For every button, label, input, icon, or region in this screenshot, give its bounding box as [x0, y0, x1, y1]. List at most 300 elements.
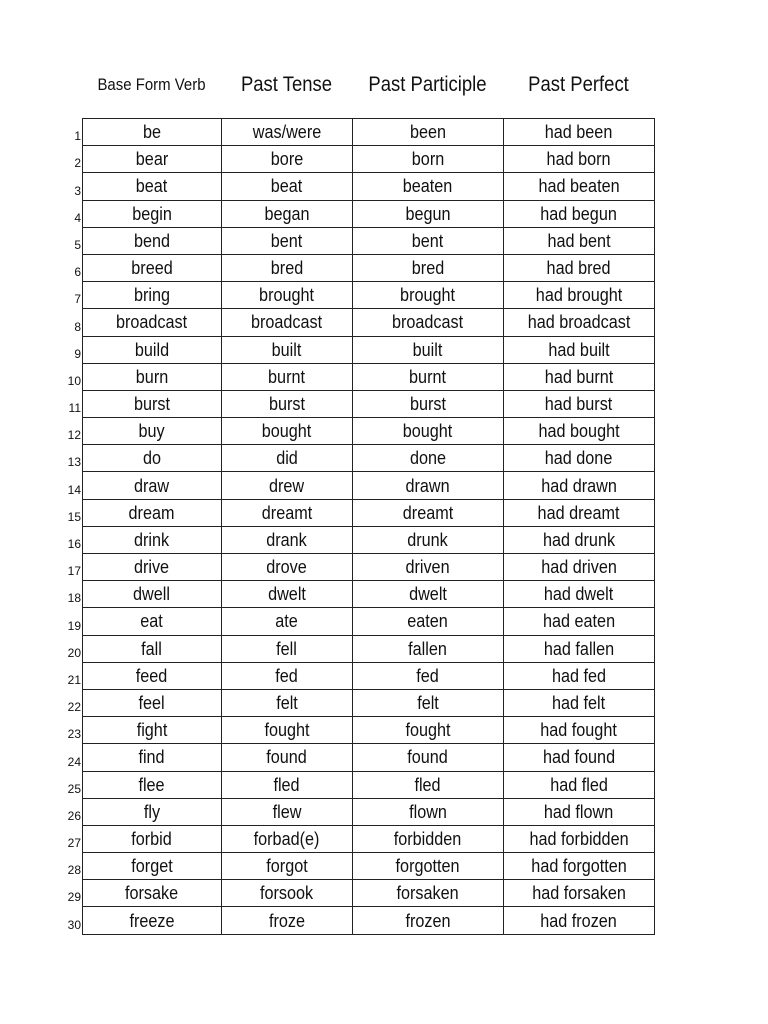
cell-base-form-text: forsake	[125, 883, 179, 904]
table-row	[83, 254, 655, 281]
cell-past-tense	[222, 173, 353, 200]
cell-base-form	[83, 472, 222, 499]
row-number: 10	[67, 373, 81, 388]
cell-past-participle-text: been	[409, 122, 447, 143]
cell-base-form	[83, 798, 222, 825]
cell-past-perfect-text: had forbidden	[529, 828, 629, 849]
row-number: 4	[74, 210, 81, 225]
cell-past-tense	[222, 554, 353, 581]
cell-past-tense	[222, 390, 353, 417]
cell-past-perfect-text: had found	[542, 747, 616, 768]
cell-base-form	[83, 200, 222, 227]
cell-past-perfect-text: had forgotten	[531, 856, 627, 877]
cell-past-perfect	[504, 689, 655, 716]
row-number: 12	[67, 428, 81, 443]
cell-base-form	[83, 880, 222, 907]
table-row	[83, 119, 655, 146]
row-number: 27	[67, 836, 81, 851]
cell-past-tense-text: ate	[275, 611, 299, 632]
cell-base-form	[83, 363, 222, 390]
cell-past-tense-text: was/were	[252, 122, 322, 143]
cell-past-tense	[222, 282, 353, 309]
cell-past-participle-text: forsaken	[396, 883, 460, 904]
cell-past-tense-text: bore	[270, 149, 304, 170]
cell-past-participle-text: born	[411, 149, 445, 170]
cell-base-form-text: find	[138, 747, 166, 768]
cell-base-form-text: eat	[140, 611, 164, 632]
cell-past-perfect-text: had begun	[540, 203, 618, 224]
table-row	[83, 771, 655, 798]
cell-past-participle	[353, 200, 504, 227]
cell-base-form-text: begin	[132, 203, 172, 224]
cell-past-tense	[222, 445, 353, 472]
cell-past-perfect	[504, 717, 655, 744]
cell-past-perfect	[504, 390, 655, 417]
row-number: 5	[74, 237, 81, 252]
cell-past-tense	[222, 581, 353, 608]
cell-past-tense-text: broadcast	[251, 312, 323, 333]
cell-past-perfect	[504, 200, 655, 227]
cell-past-tense	[222, 608, 353, 635]
row-number: 20	[67, 645, 81, 660]
cell-base-form-text: drive	[134, 557, 170, 578]
cell-past-perfect	[504, 173, 655, 200]
cell-past-perfect-text: had drawn	[541, 475, 617, 496]
cell-past-tense-text: bent	[271, 230, 303, 251]
row-number: 11	[68, 401, 81, 416]
header-past-participle: Past Participle	[368, 73, 487, 96]
cell-base-form	[83, 635, 222, 662]
table-row	[83, 717, 655, 744]
row-number: 17	[67, 564, 81, 579]
row-number: 16	[67, 537, 81, 551]
cell-past-participle-text: forgotten	[396, 856, 460, 877]
table-row	[83, 336, 655, 363]
cell-past-perfect	[504, 282, 655, 309]
row-number: 15	[67, 509, 81, 524]
cell-past-perfect-text: had brought	[535, 285, 623, 306]
cell-past-tense-text: forbad(e)	[254, 828, 320, 849]
cell-past-tense-text: built	[272, 339, 302, 360]
row-number: 7	[74, 292, 81, 307]
cell-past-participle-text: dreamt	[402, 502, 454, 523]
table-row	[83, 363, 655, 390]
header-past-tense: Past Tense	[240, 73, 333, 96]
cell-past-participle-text: found	[407, 747, 449, 768]
cell-past-perfect-text: had eaten	[542, 611, 616, 632]
cell-past-perfect-text: had fed	[551, 665, 607, 686]
cell-past-perfect	[504, 880, 655, 907]
row-number: 21	[67, 672, 81, 687]
cell-base-form-text: burst	[133, 393, 171, 414]
cell-base-form-text: feel	[138, 693, 166, 714]
cell-past-participle	[353, 363, 504, 390]
table-row	[83, 907, 655, 934]
row-number: 28	[67, 863, 81, 878]
cell-base-form-text: drink	[134, 529, 170, 550]
cell-past-participle-text: fallen	[408, 638, 448, 659]
cell-past-participle	[353, 119, 504, 146]
cell-base-form-text: draw	[134, 475, 170, 496]
verb-table-body	[83, 119, 655, 935]
cell-past-participle-text: driven	[405, 557, 451, 578]
cell-past-tense-text: burnt	[268, 366, 306, 387]
table-row	[83, 825, 655, 852]
cell-past-perfect-text: had beaten	[538, 176, 620, 197]
cell-past-perfect	[504, 662, 655, 689]
cell-base-form-text: bend	[133, 230, 171, 251]
table-row	[83, 689, 655, 716]
cell-past-tense	[222, 363, 353, 390]
cell-past-perfect-text: had done	[545, 448, 613, 469]
table-row	[83, 554, 655, 581]
cell-base-form	[83, 254, 222, 281]
cell-past-tense-text: felt	[276, 693, 298, 714]
cell-past-tense-text: forgot	[266, 856, 308, 877]
cell-base-form	[83, 581, 222, 608]
cell-past-perfect	[504, 499, 655, 526]
cell-base-form-text: bear	[135, 149, 169, 170]
cell-past-participle	[353, 798, 504, 825]
row-number: 3	[74, 183, 81, 198]
row-number: 6	[74, 265, 81, 280]
cell-base-form-text: be	[142, 122, 162, 143]
row-number: 22	[67, 700, 81, 715]
cell-past-perfect	[504, 227, 655, 254]
cell-past-tense	[222, 119, 353, 146]
cell-base-form-text: fall	[141, 638, 163, 659]
cell-past-participle	[353, 581, 504, 608]
table-row	[83, 608, 655, 635]
cell-base-form-text: forbid	[131, 828, 173, 849]
table-row	[83, 798, 655, 825]
cell-past-participle-text: done	[409, 448, 447, 469]
cell-base-form-text: flee	[138, 774, 166, 795]
cell-past-participle	[353, 880, 504, 907]
cell-past-participle	[353, 254, 504, 281]
cell-past-participle-text: forbidden	[394, 828, 462, 849]
cell-past-tense	[222, 227, 353, 254]
cell-past-participle-text: bred	[411, 258, 445, 279]
cell-past-participle-text: brought	[400, 285, 456, 306]
cell-past-participle-text: bought	[403, 421, 453, 442]
cell-past-participle-text: beaten	[403, 176, 453, 197]
cell-base-form	[83, 173, 222, 200]
table-row	[83, 526, 655, 553]
cell-base-form-text: buy	[138, 421, 166, 442]
cell-past-perfect	[504, 336, 655, 363]
cell-base-form-text: do	[142, 448, 162, 469]
cell-past-tense-text: found	[266, 747, 308, 768]
cell-past-participle	[353, 608, 504, 635]
cell-base-form-text: build	[134, 339, 170, 360]
cell-past-perfect	[504, 798, 655, 825]
cell-past-tense-text: fell	[276, 638, 298, 659]
cell-past-tense-text: dreamt	[261, 502, 313, 523]
cell-base-form	[83, 526, 222, 553]
table-row	[83, 282, 655, 309]
cell-base-form-text: fight	[136, 720, 168, 741]
cell-past-participle	[353, 526, 504, 553]
cell-past-participle	[353, 635, 504, 662]
cell-base-form	[83, 744, 222, 771]
cell-past-tense	[222, 798, 353, 825]
cell-base-form	[83, 336, 222, 363]
cell-past-participle-text: burnt	[409, 366, 447, 387]
cell-base-form	[83, 825, 222, 852]
row-number: 23	[67, 727, 81, 742]
cell-past-participle-text: broadcast	[392, 312, 464, 333]
cell-past-participle	[353, 689, 504, 716]
cell-past-perfect-text: had born	[547, 149, 611, 170]
cell-past-perfect-text: had forsaken	[532, 883, 626, 904]
cell-past-tense-text: fed	[275, 665, 299, 686]
verb-table	[82, 118, 655, 935]
cell-past-perfect-text: had dreamt	[538, 502, 620, 523]
cell-past-tense-text: dwelt	[268, 584, 306, 605]
table-row	[83, 173, 655, 200]
table-row	[83, 227, 655, 254]
cell-base-form	[83, 282, 222, 309]
cell-past-perfect-text: had been	[545, 122, 613, 143]
cell-base-form	[83, 499, 222, 526]
cell-base-form-text: burn	[135, 366, 169, 387]
cell-base-form-text: breed	[131, 258, 173, 279]
cell-past-perfect-text: had bred	[547, 258, 611, 279]
cell-past-tense	[222, 662, 353, 689]
cell-past-tense	[222, 853, 353, 880]
cell-past-participle-text: burst	[409, 393, 447, 414]
cell-base-form	[83, 771, 222, 798]
cell-past-perfect-text: had flown	[544, 801, 614, 822]
cell-past-perfect	[504, 254, 655, 281]
cell-past-participle-text: drunk	[407, 529, 449, 550]
cell-past-participle-text: bent	[412, 230, 444, 251]
cell-past-tense-text: flew	[272, 801, 302, 822]
table-row	[83, 200, 655, 227]
header-base-form-verb: Base Form Verb	[97, 75, 206, 94]
cell-past-participle-text: frozen	[405, 910, 451, 931]
cell-past-participle	[353, 309, 504, 336]
cell-base-form	[83, 662, 222, 689]
cell-base-form-text: freeze	[129, 910, 175, 931]
cell-past-tense-text: drew	[269, 475, 305, 496]
cell-past-tense	[222, 526, 353, 553]
cell-base-form	[83, 907, 222, 934]
cell-past-perfect	[504, 581, 655, 608]
cell-past-tense-text: bought	[262, 421, 312, 442]
cell-base-form-text: dwell	[133, 584, 171, 605]
cell-past-perfect-text: had fled	[550, 774, 608, 795]
cell-past-perfect	[504, 363, 655, 390]
cell-past-perfect	[504, 635, 655, 662]
cell-past-tense	[222, 717, 353, 744]
cell-past-perfect-text: had burst	[545, 393, 613, 414]
cell-past-perfect	[504, 853, 655, 880]
header-past-perfect: Past Perfect	[528, 73, 629, 96]
row-number: 2	[74, 156, 81, 171]
cell-past-tense-text: burst	[268, 393, 306, 414]
cell-past-participle-text: eaten	[407, 611, 449, 632]
cell-past-tense	[222, 472, 353, 499]
row-number: 24	[67, 754, 81, 769]
cell-past-tense-text: beat	[271, 176, 303, 197]
cell-base-form-text: bring	[133, 285, 171, 306]
cell-past-perfect	[504, 146, 655, 173]
table-row	[83, 472, 655, 499]
cell-past-participle	[353, 173, 504, 200]
cell-past-participle	[353, 554, 504, 581]
cell-past-tense	[222, 744, 353, 771]
table-row	[83, 146, 655, 173]
cell-base-form	[83, 390, 222, 417]
cell-base-form	[83, 689, 222, 716]
cell-past-perfect-text: had frozen	[540, 910, 618, 931]
cell-past-perfect	[504, 907, 655, 934]
cell-past-perfect-text: had drunk	[542, 529, 616, 550]
cell-past-tense-text: forsook	[260, 883, 314, 904]
cell-past-participle-text: felt	[417, 693, 439, 714]
cell-base-form-text: dream	[129, 502, 175, 523]
cell-past-participle-text: flown	[409, 801, 447, 822]
cell-past-perfect-text: had driven	[541, 557, 617, 578]
cell-past-tense	[222, 689, 353, 716]
cell-past-participle	[353, 472, 504, 499]
cell-past-participle-text: begun	[405, 203, 451, 224]
cell-past-tense-text: began	[264, 203, 310, 224]
row-number: 9	[74, 346, 81, 361]
cell-past-participle	[353, 445, 504, 472]
cell-past-perfect-text: had bent	[547, 230, 611, 251]
cell-past-tense	[222, 635, 353, 662]
cell-past-perfect-text: had fallen	[543, 638, 615, 659]
cell-past-perfect	[504, 418, 655, 445]
row-number: 18	[67, 591, 81, 606]
cell-past-participle	[353, 825, 504, 852]
cell-past-participle-text: fled	[414, 774, 442, 795]
cell-past-participle-text: drawn	[405, 475, 451, 496]
cell-past-participle	[353, 499, 504, 526]
cell-past-perfect-text: had bought	[538, 421, 620, 442]
cell-past-tense	[222, 771, 353, 798]
row-number: 19	[67, 618, 81, 633]
cell-base-form	[83, 309, 222, 336]
cell-past-participle	[353, 282, 504, 309]
table-row	[83, 445, 655, 472]
cell-past-tense-text: did	[276, 448, 298, 469]
cell-past-participle	[353, 662, 504, 689]
cell-past-perfect	[504, 608, 655, 635]
cell-past-tense	[222, 418, 353, 445]
cell-past-tense	[222, 254, 353, 281]
cell-past-tense	[222, 880, 353, 907]
cell-base-form	[83, 445, 222, 472]
table-row	[83, 309, 655, 336]
cell-past-perfect	[504, 445, 655, 472]
cell-past-tense-text: fought	[264, 720, 310, 741]
cell-past-tense-text: bred	[270, 258, 304, 279]
cell-past-tense	[222, 499, 353, 526]
row-number: 14	[67, 482, 81, 497]
row-numbers	[50, 118, 82, 934]
cell-past-participle-text: built	[413, 339, 443, 360]
cell-base-form	[83, 227, 222, 254]
cell-past-tense	[222, 336, 353, 363]
cell-past-perfect	[504, 119, 655, 146]
row-number: 25	[67, 781, 81, 796]
cell-past-participle-text: dwelt	[409, 584, 447, 605]
cell-past-perfect-text: had fought	[540, 720, 618, 741]
cell-past-participle-text: fought	[405, 720, 451, 741]
cell-base-form-text: forget	[131, 856, 173, 877]
cell-past-perfect	[504, 554, 655, 581]
cell-past-tense-text: froze	[268, 910, 306, 931]
row-number: 30	[67, 917, 81, 932]
cell-past-tense-text: drove	[266, 557, 308, 578]
cell-past-participle	[353, 227, 504, 254]
cell-past-tense	[222, 825, 353, 852]
table-row	[83, 744, 655, 771]
cell-past-perfect	[504, 771, 655, 798]
cell-past-perfect	[504, 526, 655, 553]
cell-base-form	[83, 418, 222, 445]
row-number: 29	[67, 890, 81, 905]
cell-past-perfect-text: had broadcast	[527, 312, 631, 333]
cell-past-tense	[222, 146, 353, 173]
cell-past-participle	[353, 717, 504, 744]
cell-past-participle	[353, 418, 504, 445]
table-header	[82, 68, 654, 102]
cell-past-participle	[353, 907, 504, 934]
table-row	[83, 390, 655, 417]
cell-past-participle	[353, 744, 504, 771]
cell-base-form-text: fly	[143, 801, 161, 822]
cell-base-form-text: feed	[136, 665, 168, 686]
row-number: 1	[74, 129, 81, 144]
row-number: 26	[67, 808, 81, 823]
cell-base-form	[83, 554, 222, 581]
cell-past-participle	[353, 771, 504, 798]
cell-past-participle	[353, 390, 504, 417]
table-row	[83, 662, 655, 689]
table-row	[83, 418, 655, 445]
cell-base-form-text: beat	[136, 176, 168, 197]
table-row	[83, 853, 655, 880]
cell-past-tense-text: brought	[259, 285, 315, 306]
cell-past-tense	[222, 309, 353, 336]
cell-past-tense	[222, 200, 353, 227]
cell-past-tense-text: fled	[273, 774, 301, 795]
cell-base-form	[83, 608, 222, 635]
cell-past-tense	[222, 907, 353, 934]
cell-past-perfect-text: had felt	[552, 693, 606, 714]
cell-past-participle-text: fed	[416, 665, 440, 686]
row-number: 8	[74, 319, 81, 334]
cell-base-form	[83, 717, 222, 744]
table-row	[83, 880, 655, 907]
cell-past-perfect-text: had dwelt	[544, 584, 614, 605]
table-row	[83, 499, 655, 526]
table-row	[83, 635, 655, 662]
cell-past-participle	[353, 146, 504, 173]
cell-past-perfect-text: had burnt	[544, 366, 614, 387]
cell-past-participle	[353, 336, 504, 363]
cell-past-perfect	[504, 309, 655, 336]
cell-base-form	[83, 853, 222, 880]
cell-past-perfect-text: had built	[548, 339, 610, 360]
cell-base-form-text: broadcast	[116, 312, 188, 333]
cell-past-participle	[353, 853, 504, 880]
